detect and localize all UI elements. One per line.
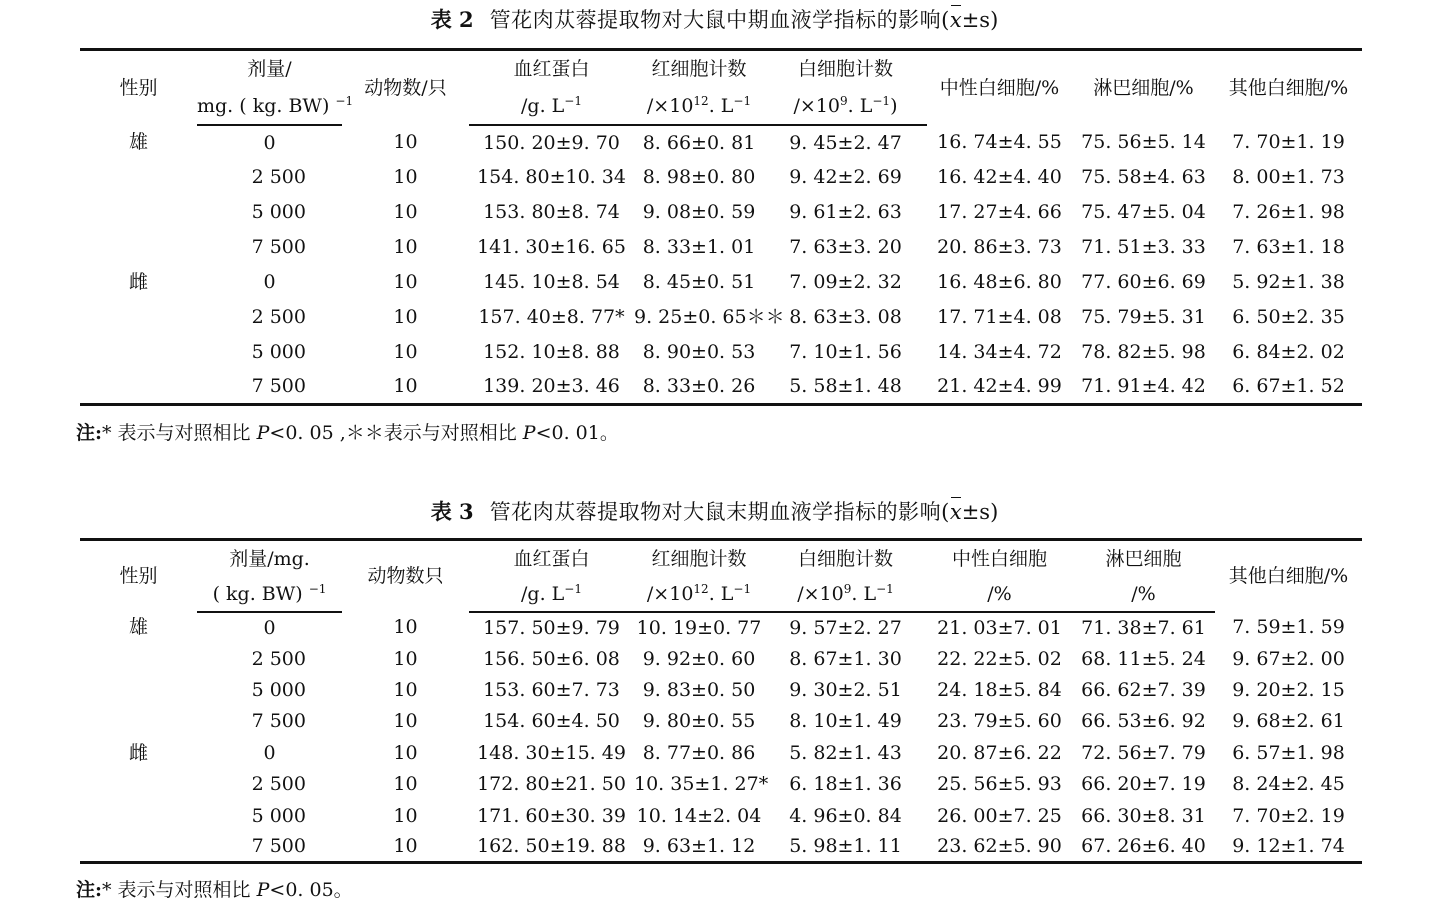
- table-row: [80, 706, 1362, 737]
- table-row: [80, 643, 1362, 674]
- cell-n: 10: [393, 773, 418, 796]
- cell-hgb: 157. 40±8. 77*: [478, 306, 625, 328]
- cell-other: 7. 59±1. 59: [1232, 616, 1345, 639]
- cell-dose: 5 000: [251, 678, 306, 701]
- cell-wbc: 9. 30±2. 51: [789, 678, 902, 701]
- header-hgb-line1: 血红蛋白: [469, 540, 634, 577]
- cell-hgb: 139. 20±3. 46: [469, 370, 634, 405]
- cell-hgb: 141. 30±16. 65: [477, 236, 626, 258]
- cell-rbc: 10. 35±1. 27*: [634, 773, 769, 796]
- cell-sex: [80, 300, 197, 335]
- cell-hgb: 153. 60±7. 73: [483, 678, 620, 701]
- cell-other: 7. 70±1. 19: [1232, 131, 1345, 153]
- cell-other: 9. 20±2. 15: [1232, 678, 1345, 701]
- table-3-caption: [0, 498, 1429, 526]
- cell-n: 10: [393, 236, 418, 258]
- cell-neut: 22. 22±5. 02: [937, 647, 1062, 670]
- cell-lymph: 75. 56±5. 14: [1081, 131, 1206, 153]
- cell-neut: 17. 71±4. 08: [937, 306, 1062, 328]
- table-3: [80, 538, 1362, 864]
- cell-hgb: 153. 80±8. 74: [483, 201, 620, 223]
- table-row: [80, 265, 1362, 300]
- cell-other: 6. 67±1. 52: [1215, 370, 1362, 405]
- cell-rbc: 8. 77±0. 86: [642, 741, 756, 764]
- table-row: [80, 612, 1362, 643]
- cell-wbc: 5. 58±1. 48: [764, 370, 927, 405]
- header-rbc-line1: 红细胞计数: [634, 50, 764, 88]
- cell-neut: 24. 18±5. 84: [937, 678, 1062, 701]
- cell-dose: 0: [263, 616, 276, 639]
- table-row: [80, 768, 1362, 799]
- header-rbc-line2: $/\times 10^{12}$. $L^{-1}$: [634, 88, 764, 125]
- cell-lymph: 71. 51±3. 33: [1081, 236, 1206, 258]
- mean-symbol: x: [949, 500, 962, 524]
- cell-n: 10: [393, 647, 418, 670]
- cell-rbc: 9. 08±0. 59: [642, 201, 756, 223]
- cell-wbc: 9. 61±2. 63: [789, 201, 902, 223]
- table-row: [80, 831, 1362, 862]
- header-animals: 动物数只: [342, 540, 469, 612]
- cell-dose: 5 000: [251, 201, 306, 223]
- cell-other: 9. 67±2. 00: [1232, 647, 1345, 670]
- cell-sex: [80, 160, 197, 195]
- cell-n: 10: [393, 341, 418, 363]
- cell-lymph: 71. 38±7. 61: [1081, 616, 1206, 639]
- table-row: [80, 125, 1362, 160]
- cell-rbc: 8. 33±0. 26: [634, 370, 764, 405]
- cell-wbc: 4. 96±0. 84: [789, 804, 902, 827]
- cell-other: 8. 24±2. 45: [1232, 773, 1345, 796]
- cell-neut: 21. 42±4. 99: [927, 370, 1072, 405]
- cell-lymph: 66. 20±7. 19: [1081, 773, 1206, 796]
- cell-lymph: 78. 82±5. 98: [1081, 341, 1206, 363]
- cell-lymph: 71. 91±4. 42: [1072, 370, 1215, 405]
- table-row: [80, 370, 1362, 405]
- header-neutrophil-line2: /%: [927, 577, 1072, 612]
- cell-other: 5. 92±1. 38: [1232, 271, 1345, 293]
- cell-hgb: 154. 60±4. 50: [483, 710, 620, 733]
- cell-rbc: 10. 14±2. 04: [636, 804, 762, 827]
- cell-dose: 2 500: [251, 306, 306, 328]
- table-row: [80, 195, 1362, 230]
- cell-dose: 7 500: [197, 831, 342, 862]
- cell-rbc: 10. 19±0. 77: [636, 616, 762, 639]
- cell-hgb: 156. 50±6. 08: [483, 647, 620, 670]
- cell-neut: 23. 62±5. 90: [927, 831, 1072, 862]
- cell-n: 10: [393, 678, 418, 701]
- cell-sex: [80, 674, 197, 705]
- cell-neut: 25. 56±5. 93: [937, 773, 1062, 796]
- table-3-note: 注:* 表示与对照相比 P<0. 05。: [76, 879, 353, 901]
- cell-lymph: 72. 56±7. 79: [1081, 741, 1206, 764]
- cell-n: 10: [393, 804, 418, 827]
- cell-lymph: 67. 26±6. 40: [1072, 831, 1215, 862]
- cell-neut: 14. 34±4. 72: [937, 341, 1062, 363]
- cell-sex: 雄: [128, 131, 148, 153]
- cell-hgb: 150. 20±9. 70: [483, 131, 620, 154]
- cell-wbc: 8. 10±1. 49: [789, 710, 902, 733]
- header-animals: 动物数/只: [342, 50, 469, 125]
- header-dose-line2: mg. ( kg. BW) $^{-1}$: [197, 88, 342, 125]
- table-2-title: 管花肉苁蓉提取物对大鼠中期血液学指标的影响(: [489, 8, 950, 32]
- cell-n: 10: [393, 741, 418, 764]
- cell-wbc: 8. 67±1. 30: [789, 647, 902, 670]
- cell-wbc: 9. 57±2. 27: [789, 616, 902, 639]
- cell-wbc: 9. 45±2. 47: [789, 131, 902, 154]
- cell-hgb: 162. 50±19. 88: [469, 831, 634, 862]
- cell-rbc: 9. 92±0. 60: [642, 647, 756, 670]
- header-sex: 性别: [80, 540, 197, 612]
- cell-other: 9. 68±2. 61: [1232, 710, 1345, 733]
- header-other-wbc: 其他白细胞/%: [1215, 50, 1362, 125]
- cell-neut: 16. 48±6. 80: [937, 271, 1062, 293]
- cell-dose: 0: [263, 741, 276, 764]
- mean-symbol: x: [949, 8, 962, 32]
- cell-sex: [80, 230, 197, 265]
- cell-hgb: 171. 60±30. 39: [477, 804, 626, 827]
- cell-wbc: 9. 42±2. 69: [789, 166, 902, 188]
- cell-wbc: 7. 09±2. 32: [789, 271, 902, 293]
- cell-lymph: 68. 11±5. 24: [1081, 647, 1206, 670]
- table-3-number: 表 3: [430, 499, 474, 524]
- cell-sex: [80, 768, 197, 799]
- cell-hgb: 148. 30±15. 49: [477, 741, 626, 764]
- cell-neut: 17. 27±4. 66: [937, 201, 1062, 223]
- header-dose-line2: ( kg. BW) $^{-1}$: [197, 577, 342, 612]
- cell-lymph: 75. 47±5. 04: [1081, 201, 1206, 223]
- cell-hgb: 152. 10±8. 88: [483, 341, 620, 363]
- cell-dose: 7 500: [251, 710, 306, 733]
- cell-n: 10: [393, 306, 418, 328]
- cell-hgb: 145. 10±8. 54: [483, 271, 620, 293]
- cell-rbc: 8. 98±0. 80: [642, 166, 756, 188]
- table-2: [80, 48, 1362, 406]
- cell-dose: 5 000: [251, 804, 306, 827]
- header-neutrophil: 中性白细胞/%: [927, 50, 1072, 125]
- cell-lymph: 75. 58±4. 63: [1081, 166, 1206, 188]
- cell-other: 9. 12±1. 74: [1215, 831, 1362, 862]
- cell-sex: 雄: [128, 616, 148, 639]
- cell-neut: 26. 00±7. 25: [937, 804, 1062, 827]
- cell-dose: 2 500: [251, 647, 306, 670]
- cell-other: 7. 70±2. 19: [1232, 804, 1345, 827]
- cell-wbc: 5. 98±1. 11: [764, 831, 927, 862]
- cell-sex: 雌: [128, 271, 148, 293]
- cell-rbc: 9. 80±0. 55: [642, 710, 756, 733]
- cell-dose: 0: [263, 271, 276, 293]
- cell-sex: [80, 706, 197, 737]
- cell-n: 10: [393, 131, 418, 153]
- cell-neut: 21. 03±7. 01: [937, 616, 1062, 639]
- cell-wbc: 6. 18±1. 36: [789, 773, 902, 796]
- cell-n: 10: [393, 271, 418, 293]
- cell-sex: [80, 831, 197, 862]
- cell-dose: 0: [263, 131, 276, 154]
- sd-symbol: ±s): [961, 8, 999, 32]
- header-rbc-line1: 红细胞计数: [634, 540, 764, 577]
- cell-neut: 20. 87±6. 22: [937, 741, 1062, 764]
- cell-n: 10: [393, 166, 418, 188]
- cell-hgb: 154. 80±10. 34: [477, 166, 626, 188]
- header-hgb-line2: /g. $L^{-1}$: [469, 88, 634, 125]
- header-other-wbc: 其他白细胞/%: [1215, 540, 1362, 612]
- cell-rbc: 8. 66±0. 81: [642, 131, 756, 154]
- table-row: [80, 800, 1362, 831]
- cell-lymph: 66. 53±6. 92: [1081, 710, 1206, 733]
- header-rbc-line2: $/\times 10^{12}$. $L^{-1}$: [634, 577, 764, 612]
- cell-wbc: 8. 63±3. 08: [789, 306, 902, 328]
- sd-symbol: ±s): [961, 500, 999, 524]
- table-row: [80, 300, 1362, 335]
- table-3-title: 管花肉苁蓉提取物对大鼠末期血液学指标的影响(: [489, 500, 950, 524]
- cell-neut: 23. 79±5. 60: [937, 710, 1062, 733]
- cell-neut: 16. 74±4. 55: [937, 131, 1062, 153]
- cell-lymph: 75. 79±5. 31: [1081, 306, 1206, 328]
- cell-wbc: 5. 82±1. 43: [789, 741, 902, 764]
- cell-lymph: 66. 30±8. 31: [1081, 804, 1206, 827]
- header-lymphocyte: 淋巴细胞/%: [1072, 50, 1215, 125]
- cell-sex: [80, 195, 197, 230]
- header-wbc-line1: 白细胞计数: [764, 540, 927, 577]
- cell-rbc: 8. 33±1. 01: [642, 236, 756, 258]
- cell-lymph: 77. 60±6. 69: [1081, 271, 1206, 293]
- header-wbc-line1: 白细胞计数: [764, 50, 927, 88]
- table-row: [80, 160, 1362, 195]
- header-hgb-line2: /g. $L^{-1}$: [469, 577, 634, 612]
- cell-neut: 16. 42±4. 40: [937, 166, 1062, 188]
- cell-lymph: 66. 62±7. 39: [1081, 678, 1206, 701]
- cell-wbc: 7. 63±3. 20: [789, 236, 902, 258]
- table-2-note: 注:* 表示与对照相比 P<0. 05 ,＊＊表示与对照相比 P<0. 01。: [76, 422, 619, 444]
- cell-dose: 2 500: [251, 166, 306, 188]
- header-lymphocyte-line2: /%: [1072, 577, 1215, 612]
- cell-rbc: 8. 45±0. 51: [642, 271, 756, 293]
- cell-hgb: 157. 50±9. 79: [483, 616, 620, 639]
- cell-sex: [80, 335, 197, 370]
- cell-rbc: 9. 25±0. 65＊＊: [634, 306, 785, 328]
- table-row: [80, 335, 1362, 370]
- header-lymphocyte-line1: 淋巴细胞: [1072, 540, 1215, 577]
- cell-sex: [80, 800, 197, 831]
- cell-other: 7. 63±1. 18: [1232, 236, 1345, 258]
- cell-neut: 20. 86±3. 73: [937, 236, 1062, 258]
- cell-rbc: 8. 90±0. 53: [642, 341, 756, 363]
- cell-n: 10: [342, 370, 469, 405]
- cell-wbc: 7. 10±1. 56: [789, 341, 902, 363]
- cell-dose: 5 000: [251, 341, 306, 363]
- cell-rbc: 9. 63±1. 12: [634, 831, 764, 862]
- cell-n: 10: [393, 616, 418, 639]
- table-2-number: 表 2: [430, 7, 474, 32]
- cell-other: 6. 50±2. 35: [1232, 306, 1345, 328]
- cell-other: 7. 26±1. 98: [1232, 201, 1345, 223]
- header-hgb-line1: 血红蛋白: [469, 50, 634, 88]
- cell-hgb: 172. 80±21. 50: [477, 773, 626, 796]
- header-neutrophil-line1: 中性白细胞: [927, 540, 1072, 577]
- table-2-caption: [0, 6, 1429, 34]
- cell-n: 10: [393, 710, 418, 733]
- header-sex: 性别: [80, 50, 197, 125]
- header-wbc-line2: $/\times 10^9$. $L^{-1}$: [764, 577, 927, 612]
- cell-n: 10: [393, 201, 418, 223]
- cell-sex: [80, 370, 197, 405]
- cell-n: 10: [342, 831, 469, 862]
- cell-other: 8. 00±1. 73: [1232, 166, 1345, 188]
- table-row: [80, 674, 1362, 705]
- table-row: [80, 230, 1362, 265]
- header-wbc-line2: $/\times 10^9$. $L^{-1}$): [764, 88, 927, 125]
- cell-other: 6. 84±2. 02: [1232, 341, 1345, 363]
- cell-dose: 7 500: [197, 370, 342, 405]
- table-row: [80, 737, 1362, 768]
- cell-dose: 7 500: [251, 236, 306, 258]
- header-dose-line1: 剂量/: [197, 50, 342, 88]
- cell-other: 6. 57±1. 98: [1232, 741, 1345, 764]
- cell-sex: 雌: [128, 741, 148, 764]
- cell-rbc: 9. 83±0. 50: [642, 678, 756, 701]
- cell-dose: 2 500: [251, 773, 306, 796]
- header-dose-line1: 剂量/mg.: [197, 540, 342, 577]
- cell-sex: [80, 643, 197, 674]
